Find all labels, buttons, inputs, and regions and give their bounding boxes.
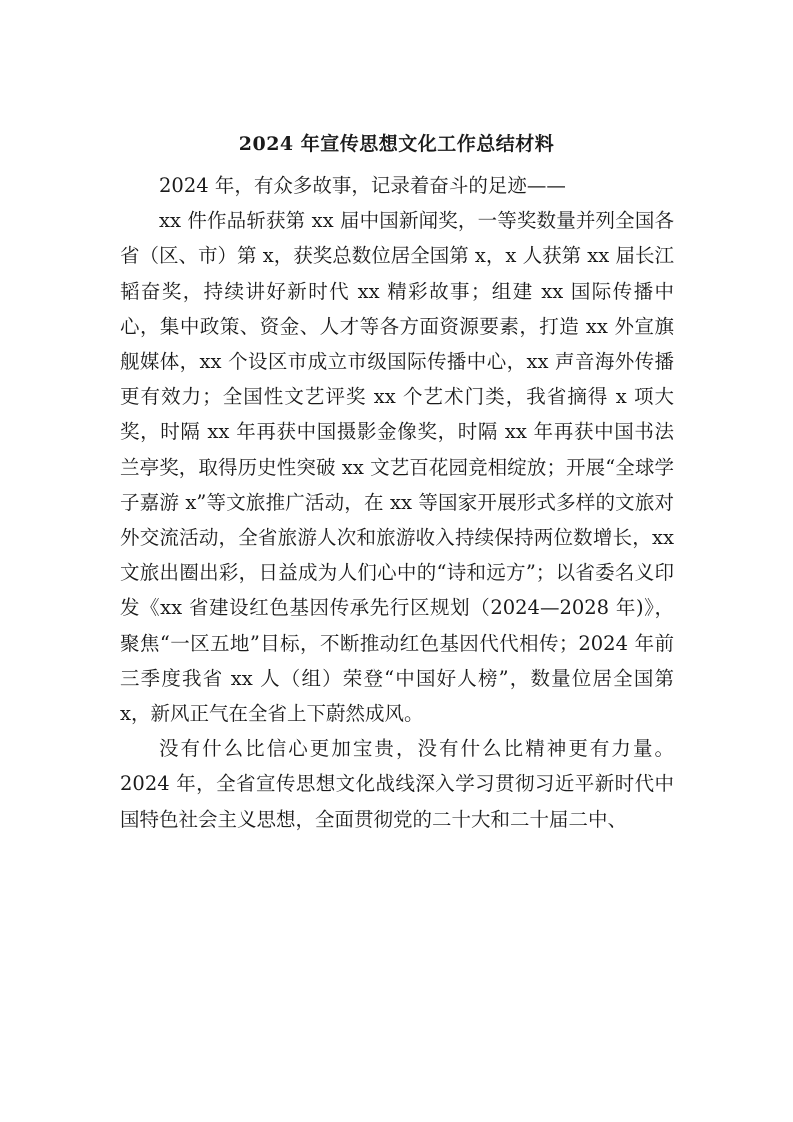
- paragraph: 2024 年，有众多故事，记录着奋斗的足迹——: [159, 174, 566, 197]
- document-body: [120, 168, 674, 837]
- document-title: 2024 年宣传思想文化工作总结材料: [238, 133, 555, 155]
- paragraph: 没有什么比信心更加宝贵，没有什么比精神更有力量。2024 年，全省宣传思想文化战线深入学习贯彻习近平新时代中国特色社会主义思想，全面贯彻党的二十大和二十届二中、: [120, 737, 674, 831]
- paragraph: xx 件作品斩获第 xx 届中国新闻奖，一等奖数量并列全国各省（区、市）第 x，获奖总数位居全国第 x，x 人获第 xx 届长江韬奋奖，持续讲好新时代 xx 精彩故事；组建 xx 国际传播中心，集中政策、资金、人才等各方面资源要素，打造 xx 外宣旗舰媒体，xx 个设区市成立市级国际传播中心，xx 声音海外传播更有效力；全国性文艺评奖 xx 个艺术门类，我省摘得 x 项大奖，时隔 xx 年再获中国摄影金像奖，时隔 xx 年再获中国书法兰亭奖，取得历史性突破 xx 文艺百花园竞相绽放；开展“全球学子嘉游 x”等文旅推广活动，在 xx 等国家开展形式多样的文旅对外交流活动，全省旅游人次和旅游收入持续保持两位数增长，xx 文旅出圈出彩，日益成为人们心中的“诗和远方”；以省委名义印发《xx 省建设红色基因传承先行区规划（2024—2028 年)》，聚焦“一区五地”目标，不断推动红色基因代代相传；2024 年前三季度我省 xx 人（组）荣登“中国好人榜”，数量位居全国第 x，新风正气在全省上下蔚然成风。: [120, 209, 674, 726]
